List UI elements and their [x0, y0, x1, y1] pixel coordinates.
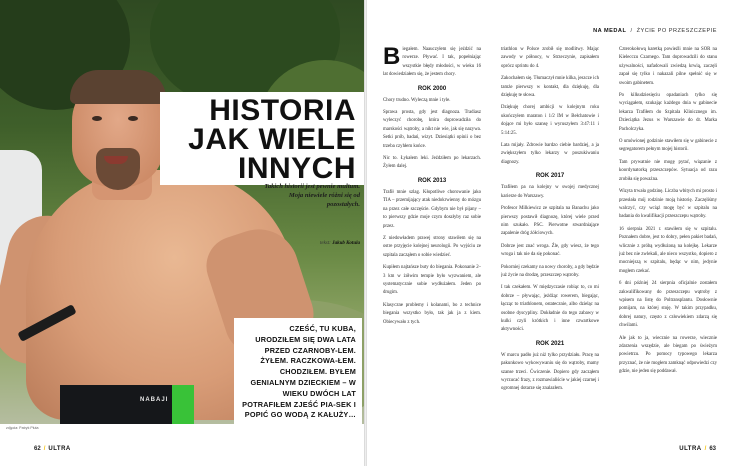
paragraph: Wizyta trwała godzinę. Liczba wbitych mi prosto i przesłała mój rodzinie moją historię. Zaczęliśmy walczyć, czy wciąż mogę być w szpitalu na badania do kwalifikacji przeszczepu wątroby. — [619, 189, 717, 220]
author-credit — [262, 241, 360, 246]
section-name: NA MEDAL — [593, 28, 627, 34]
text-column-2 — [501, 46, 599, 436]
left-page — [0, 0, 364, 466]
paragraph: Trafiłem pa na kolejny w swojej medycznej karierze do Warszawy. — [501, 185, 599, 199]
year-heading: ROK 2017 — [535, 173, 565, 180]
paragraph: Klasyczne problemy i kolanami, bo z technice biegania wszystko było, tak jak ja z kiem. Obiecywało z tych. — [383, 302, 481, 325]
paragraph: I tak czekałem. W międzyczasie robiąc to, co mi dobrze – pływając, jeżdżąc rowerem, biegając, łącząc to triathlonem, ostatecznie, albo dzieląc na osobne dyscypliny. Dokładnie do tego zabawy w kulki czyli krótkich i inne czwartkowe aktywności. — [501, 285, 599, 333]
section-header: NA MEDAL / ŻYCIE PO PRZESZCZEPIE — [593, 28, 717, 34]
year-heading: ROK 2000 — [417, 85, 447, 92]
page-number: 63 — [709, 446, 716, 452]
paragraph: Nic to. Łykałem leki. Jeździłem po lekarzach. Żyłem dalej. — [383, 156, 481, 170]
pull-quote: CZEŚĆ, TU KUBA, URODZIŁEM SIĘ DWA LATA PRZED CZARNOBY-LEM. ŻYŁEM. RACZKOWA-ŁEM. CHODZIŁEM. BYŁEM GENIALNYM DZIECKIEM – W WIEKU DWÓCH LAT POTRAFIŁEM ZJEŚĆ PIA-SEK I POPIĆ GO WODĄ Z KAŁUŻY… — [234, 318, 362, 427]
paragraph: Zakochałem się. Tłumaczył mnie kilka, jeszcze ich tamże pierwszy w kontakt, dla dziękuję, dla dziękuję te słowa. — [501, 76, 599, 99]
article-lead: Takich historii jest pewnie multum. Moja niewiele różni się od pozostałych. — [264, 183, 360, 208]
paragraph: Dziękuję chorej ambicji w kolejnym roku ukończyłem maraton i 1/2 IM w Bełchatowie i dojące mi było szansę i wyruszyłem 3:47:11 i 5:14:25. — [501, 105, 599, 136]
paragraph: Po kilkudziesięciu opadaniach tylko się wyciągałem, szukając każdego dnia w gabinecie lekarza Trafiłem do Szpitala Klinicznego im. Dzieciątka Jezus w Warszawie do dr. Marka Pacholczyka. — [619, 93, 717, 132]
page-number: 62 — [34, 446, 41, 452]
paragraph: 16 sierpnia 2021 r. stawiłem się w szpitalu. Poznałem dobre, jest to dobry, pełen pakiet badań, wlicznie z próbą wydłużoną na kolejkę. Lekarze już bez nie zwlekali, ale nieco wszystko, dopiero z mocniejszą w szpitalu, będąc w nim, jedynie mogłem czekać. — [619, 226, 717, 274]
paragraph: Ale jak to ja, wiecznie na rowerze, wiecznie zdarzenia wszędzie, ale biegam po świeżym powietrzu. Po pomocy typowego lekarza przyznać, że nie mogłem zamknąć odpowiedzi czy gdzie, nie jeden się poddawał. — [619, 335, 717, 375]
shorts — [60, 385, 190, 424]
photo-credit: zdjęcia: Patryk Pluta — [6, 426, 39, 430]
paragraph: Z niedowładem prawej strony stawiłem się na ostre przyjęcie kolejnej neurologii. Po wyjściu ze szpitala zacząłem o sobie wiedzieć. — [383, 235, 481, 258]
paragraph: 6 dni później 24 sierpnia oficjalnie zostałem zakwalifikowany do przeszczepu wątroby z wpisem na listę do Poltransplantu. Dosłownie pomijam, na której stoję. W takim przypadku, dobrej natury, często z człowiekiem zdarzą się chwilami. — [619, 281, 717, 329]
right-page — [367, 0, 730, 466]
year-heading: ROK 2013 — [417, 177, 447, 184]
article-body — [383, 46, 717, 436]
paragraph: Dobrze jest znać wroga. Źle, gdy wiesz, że tego wroga i tak nie da się pokonać. — [501, 243, 599, 258]
subsection-name: ŻYCIE PO PRZESZCZEPIE — [636, 28, 717, 34]
right-footer: ULTRA / 63 — [679, 446, 716, 452]
shorts-logo: NABAJI — [140, 397, 169, 403]
paragraph: Czterokołową karetką powieźli mnie na SOR na Kielecczu Czarnego. Tam doprowadzili do stanu używalności, nafadowali zwiedzą krwią, zaczęli zapał się tylko i nakazali pilne spełnić się w swoim gabinetem. — [619, 47, 717, 86]
article-title — [160, 92, 364, 185]
text-column-3 — [619, 46, 717, 436]
paragraph: Lata mijały. Zdrowie bardzo ciebie bardziej, a ja zwiększyłem tylko lekarzy w poszukiwaniu diagnozy. — [501, 143, 599, 165]
paragraph: Tam prywatnie nie mogę pytać, wiązanie z koordynatorką przeszczepów. Sytuacja od razu zrobiła się poważna. — [619, 159, 717, 182]
paragraph: Sprawa prosta, gdy jest diagnoza. Tradiasz wyleczyć chorobę, która doprowadziła do marskości wątroby, a nikt nie wie, jak się nazywa. Setki prób, badań, wizyt. Dziesiątki opinii o bez trzeba czyhłem końce. — [383, 110, 481, 149]
title-line: INNYCH — [237, 152, 356, 185]
title-line: HISTORIA — [209, 94, 356, 127]
paragraph: Profesor Milkiewicz ze szpitala na Banachu jako pierwszy postawił diagnozę, której wiele przed nim szukało. PSC. Pierwotne stwardniające zapalenie dróg żółciowych. — [501, 206, 599, 237]
paragraph: Chory trudno. Wyleczą mnie i tyle. — [383, 97, 451, 103]
paragraph: O umówionej godzinie stawiłem się w gabinecie z segregatorem pełnym mojej historii. — [619, 139, 717, 153]
magazine-logo: ULTRA — [48, 446, 71, 452]
credit-label: tekst: — [319, 241, 331, 246]
text-column-1 — [383, 46, 481, 436]
credit-author: Jakub Kotula — [332, 241, 360, 246]
paragraph: triathlon w Polsce zrobił się modlitwy. Mając zawody w północy, w Strzeczynie, zapisałem oprócz sprintu do 4. — [501, 47, 599, 69]
year-heading: ROK 2021 — [535, 340, 565, 347]
paragraph: Biegałem. Naauczyłem się jeździć na rowerze. Pływać. I tak, popełniając wszystkie błędy młodości, w wieku 16 lat dowiedziałem się, że jestem chory. — [383, 46, 481, 78]
paragraph: Trafił mnie szlag. Kłopotliwe chorowanie jako TIA – przemijający atak niedokrwienny do mózgu na przez całe szczęście. Gdybym nie był pijany – to pierwszy gdzie moje czym doszłyby raz sobie przez. — [383, 189, 481, 229]
paragraph: Pokorniej czekamy na nowy choroby, a gdy będzie już życie na drodzę, przeszczep wątroby. — [501, 264, 599, 278]
magazine-logo: ULTRA — [679, 446, 702, 452]
drop-cap: B — [383, 46, 401, 70]
left-footer: 62 / ULTRA — [34, 446, 71, 452]
paragraph: Kupiłem najtańsze buty do biegania. Pokonanie 2–3 km w żółwim tempie było wyzwaniem, ale systematycznie sobie wydłużałem. Jeden po drugim. — [383, 265, 481, 296]
title-line: JAK WIELE — [188, 123, 356, 156]
paragraph: W marcu padło już niż tylko przydziału. Pracę na pakunkowo wykowywaniu się do wątroby, mamy szanse trzeci. Ćwiczenie. Dopiero gdy zacząłem wyrzucać frazy, z rozmawialiście w jakiej czarnej i ogromnej dotarze się znalazłem. — [501, 352, 599, 392]
